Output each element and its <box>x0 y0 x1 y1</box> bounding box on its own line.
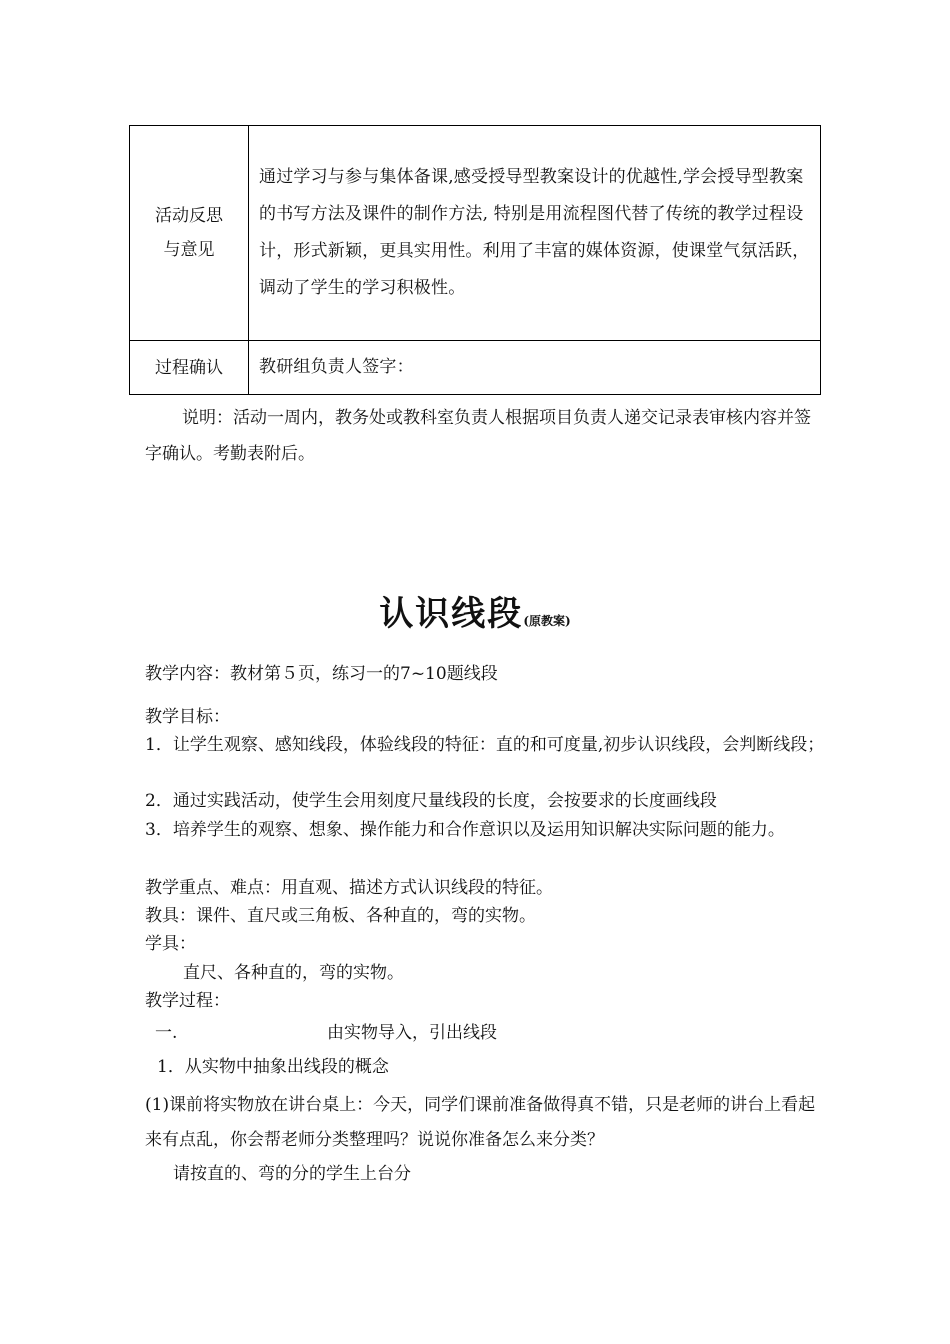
lesson-title <box>0 586 950 635</box>
goal-3: 3．培养学生的观察、想象、操作能力和合作意识以及运用知识解决实际问题的能力。 <box>145 820 785 840</box>
teaching-aids: 教具：课件、直尺或三角板、各种直的，弯的实物。 <box>145 906 536 926</box>
lesson-title-suffix: (原教案) <box>523 614 571 628</box>
reflection-label-line1: 活动反思 <box>155 206 223 226</box>
key-points: 教学重点、难点：用直观、描述方式认识线段的特征。 <box>145 878 553 898</box>
goal-2: 2．通过实践活动，使学生会用刻度尺量线段的长度，会按要求的长度画线段 <box>145 791 717 811</box>
process-heading: 教学过程： <box>145 991 230 1011</box>
confirm-label: 过程确认 <box>130 341 249 395</box>
teaching-content: 教学内容：教材第５页，练习一的7~10题线段 <box>145 664 498 684</box>
reflection-label-line2: 与意见 <box>163 240 215 260</box>
explanation-note: 说明：活动一周内，教务处或教科室负责人根据项目负责人递交记录表审核内容并签字确认。考勤表附后。 <box>145 408 811 464</box>
section-title: 由实物导入，引出线段 <box>327 1023 497 1043</box>
student-aids: 直尺、各种直的，弯的实物。 <box>183 963 404 983</box>
step-1-1: (1)课前将实物放在讲台桌上：今天，同学们课前准备做得真不错，只是老师的讲台上看起来有点乱，你会帮老师分类整理吗？说说你准备怎么来分类？ <box>145 1095 816 1150</box>
reflection-text: 通过学习与参与集体备课,感受授导型教案设计的优越性,学会授导型教案的书写方法及课件的制作方法, 特别是用流程图代替了传统的教学过程设计，形式新颖，更具实用性。利用了丰富的媒体资源，使课堂气氛活跃，调动了学生的学习积极性。 <box>249 126 821 341</box>
activity-record-table <box>129 125 821 395</box>
reflection-label <box>130 126 249 341</box>
section-number: 一. <box>155 1023 178 1043</box>
goals-heading: 教学目标： <box>145 707 230 727</box>
step-1-2: 请按直的、弯的分的学生上台分 <box>173 1164 411 1184</box>
goal-1: 1．让学生观察、感知线段，体验线段的特征：直的和可度量,初步认识线段，会判断线段； <box>145 735 825 755</box>
lesson-title-text: 认识线段 <box>379 594 524 634</box>
step-1: 1．从实物中抽象出线段的概念 <box>157 1057 389 1077</box>
confirm-text: 教研组负责人签字： <box>249 341 821 395</box>
student-aids-heading: 学具： <box>145 934 196 954</box>
